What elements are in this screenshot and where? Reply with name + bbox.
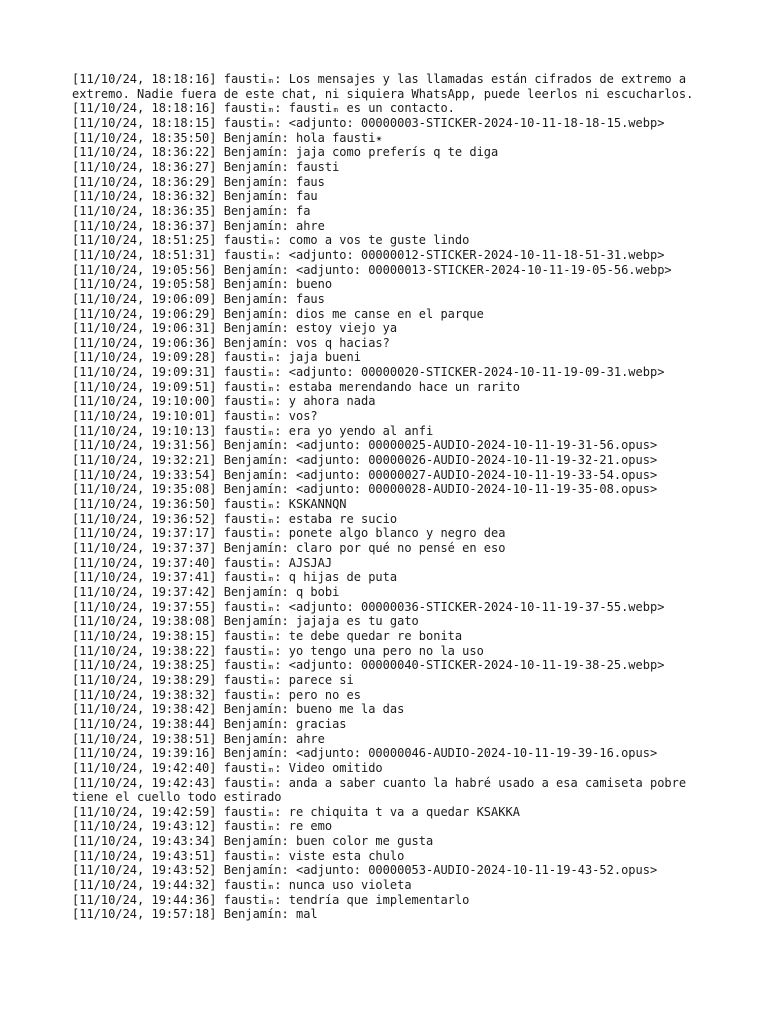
chat-message-line: [11/10/24, 19:42:43] faustiₘ: anda a saber cuanto la habré usado a esa camiseta pobre tiene el cuello todo estirado (72, 775, 694, 805)
chat-message-line: [11/10/24, 19:37:42] Benjamín: q bobi (72, 584, 340, 599)
chat-message-line: [11/10/24, 19:10:01] faustiₘ: vos? (72, 409, 318, 424)
chat-message-line: [11/10/24, 18:36:27] Benjamín: fausti (72, 159, 340, 174)
chat-message-line: [11/10/24, 19:38:32] faustiₘ: pero no es (72, 687, 361, 702)
chat-message-line: [11/10/24, 19:31:56] Benjamín: <adjunto: 00000025-AUDIO-2024-10-11-19-31-56.opus> (72, 438, 658, 453)
chat-message-line: [11/10/24, 19:37:17] faustiₘ: ponete algo blanco y negro dea (72, 526, 506, 541)
chat-message-line: [11/10/24, 19:38:22] faustiₘ: yo tengo una pero no la uso (72, 643, 484, 658)
chat-message-line: [11/10/24, 19:06:29] Benjamín: dios me canse en el parque (72, 306, 484, 321)
chat-message-line: [11/10/24, 18:36:37] Benjamín: ahre (72, 218, 325, 233)
chat-message-line: [11/10/24, 19:57:18] Benjamín: mal (72, 907, 318, 922)
chat-message-line: [11/10/24, 19:10:13] faustiₘ: era yo yendo al anfi (72, 423, 434, 438)
chat-message-line: [11/10/24, 19:36:50] faustiₘ: KSKANNQN (72, 497, 347, 512)
chat-message-line: [11/10/24, 19:05:58] Benjamín: bueno (72, 277, 333, 292)
chat-transcript (72, 72, 712, 922)
chat-message-line: [11/10/24, 19:43:34] Benjamín: buen color me gusta (72, 834, 434, 849)
chat-message-line: [11/10/24, 19:33:54] Benjamín: <adjunto: 00000027-AUDIO-2024-10-11-19-33-54.opus> (72, 467, 658, 482)
chat-message-line: [11/10/24, 19:06:36] Benjamín: vos q hacias? (72, 335, 390, 350)
chat-message-line: [11/10/24, 19:06:09] Benjamín: faus (72, 291, 325, 306)
chat-message-line: [11/10/24, 19:43:51] faustiₘ: viste esta chulo (72, 848, 405, 863)
chat-message-line: [11/10/24, 19:05:56] Benjamín: <adjunto: 00000013-STICKER-2024-10-11-19-05-56.webp> (72, 262, 672, 277)
chat-message-line: [11/10/24, 19:38:15] faustiₘ: te debe quedar re bonita (72, 628, 463, 643)
chat-message-line: [11/10/24, 18:18:16] faustiₘ: faustiₘ es un contacto. (72, 101, 455, 116)
chat-message-line: [11/10/24, 19:44:36] faustiₘ: tendría que implementarlo (72, 892, 470, 907)
chat-message-line: [11/10/24, 19:09:28] faustiₘ: jaja bueni (72, 350, 361, 365)
chat-message-line: [11/10/24, 19:37:41] faustiₘ: q hijas de puta (72, 570, 398, 585)
chat-message-line: [11/10/24, 18:35:50] Benjamín: hola fausti✴ (72, 130, 383, 145)
chat-message-line: [11/10/24, 18:36:22] Benjamín: jaja como preferís q te diga (72, 145, 499, 160)
chat-message-line: [11/10/24, 19:38:08] Benjamín: jajaja es tu gato (72, 614, 419, 629)
chat-message-line: [11/10/24, 19:32:21] Benjamín: <adjunto: 00000026-AUDIO-2024-10-11-19-32-21.opus> (72, 453, 658, 468)
chat-message-line: [11/10/24, 18:51:31] faustiₘ: <adjunto: 00000012-STICKER-2024-10-11-18-51-31.webp> (72, 247, 665, 262)
chat-message-line: [11/10/24, 19:42:59] faustiₘ: re chiquita t va a quedar KSAKKA (72, 804, 520, 819)
chat-message-line: [11/10/24, 19:39:16] Benjamín: <adjunto: 00000046-AUDIO-2024-10-11-19-39-16.opus> (72, 746, 658, 761)
chat-message-line: [11/10/24, 19:38:25] faustiₘ: <adjunto: 00000040-STICKER-2024-10-11-19-38-25.webp> (72, 658, 665, 673)
chat-message-line: [11/10/24, 19:38:51] Benjamín: ahre (72, 731, 325, 746)
chat-message-line: [11/10/24, 19:44:32] faustiₘ: nunca uso violeta (72, 878, 412, 893)
chat-message-line: [11/10/24, 19:37:37] Benjamín: claro por qué no pensé en eso (72, 541, 506, 555)
chat-message-line: [11/10/24, 19:37:55] faustiₘ: <adjunto: 00000036-STICKER-2024-10-11-19-37-55.webp> (72, 599, 665, 614)
chat-message-line: [11/10/24, 19:37:40] faustiₘ: AJSJAJ (72, 555, 333, 570)
chat-message-line: [11/10/24, 19:09:31] faustiₘ: <adjunto: 00000020-STICKER-2024-10-11-19-09-31.webp> (72, 365, 665, 380)
chat-message-line: [11/10/24, 18:18:15] faustiₘ: <adjunto: 00000003-STICKER-2024-10-11-18-18-15.webp> (72, 115, 665, 130)
chat-message-line: [11/10/24, 18:36:29] Benjamín: faus (72, 174, 325, 189)
chat-message-line: [11/10/24, 18:18:16] faustiₘ: Los mensajes y las llamadas están cifrados de extremo a extremo. Nadie fuera de este chat, ni siquiera WhatsApp, puede leerlos ni escucharlos. (72, 72, 694, 101)
chat-message-line: [11/10/24, 18:36:32] Benjamín: fau (72, 189, 318, 204)
chat-message-line: [11/10/24, 19:35:08] Benjamín: <adjunto: 00000028-AUDIO-2024-10-11-19-35-08.opus> (72, 482, 658, 497)
chat-message-line: [11/10/24, 18:36:35] Benjamín: fa (72, 203, 311, 218)
chat-message-line: [11/10/24, 19:38:42] Benjamín: bueno me la das (72, 702, 405, 717)
chat-message-line: [11/10/24, 19:09:51] faustiₘ: estaba merendando hace un rarito (72, 379, 520, 394)
chat-message-line: [11/10/24, 19:06:31] Benjamín: estoy viejo ya (72, 321, 398, 336)
chat-message-line: [11/10/24, 19:10:00] faustiₘ: y ahora nada (72, 394, 376, 409)
chat-message-line: [11/10/24, 19:43:12] faustiₘ: re emo (72, 819, 333, 834)
chat-message-line: [11/10/24, 19:38:44] Benjamín: gracias (72, 716, 347, 731)
chat-message-line: [11/10/24, 18:51:25] faustiₘ: como a vos te guste lindo (72, 233, 470, 248)
chat-message-line: [11/10/24, 19:38:29] faustiₘ: parece si (72, 672, 354, 687)
chat-message-line: [11/10/24, 19:43:52] Benjamín: <adjunto: 00000053-AUDIO-2024-10-11-19-43-52.opus> (72, 863, 658, 878)
chat-message-line: [11/10/24, 19:42:40] faustiₘ: Video omitido (72, 760, 383, 775)
chat-message-line: [11/10/24, 19:36:52] faustiₘ: estaba re sucio (72, 511, 398, 526)
